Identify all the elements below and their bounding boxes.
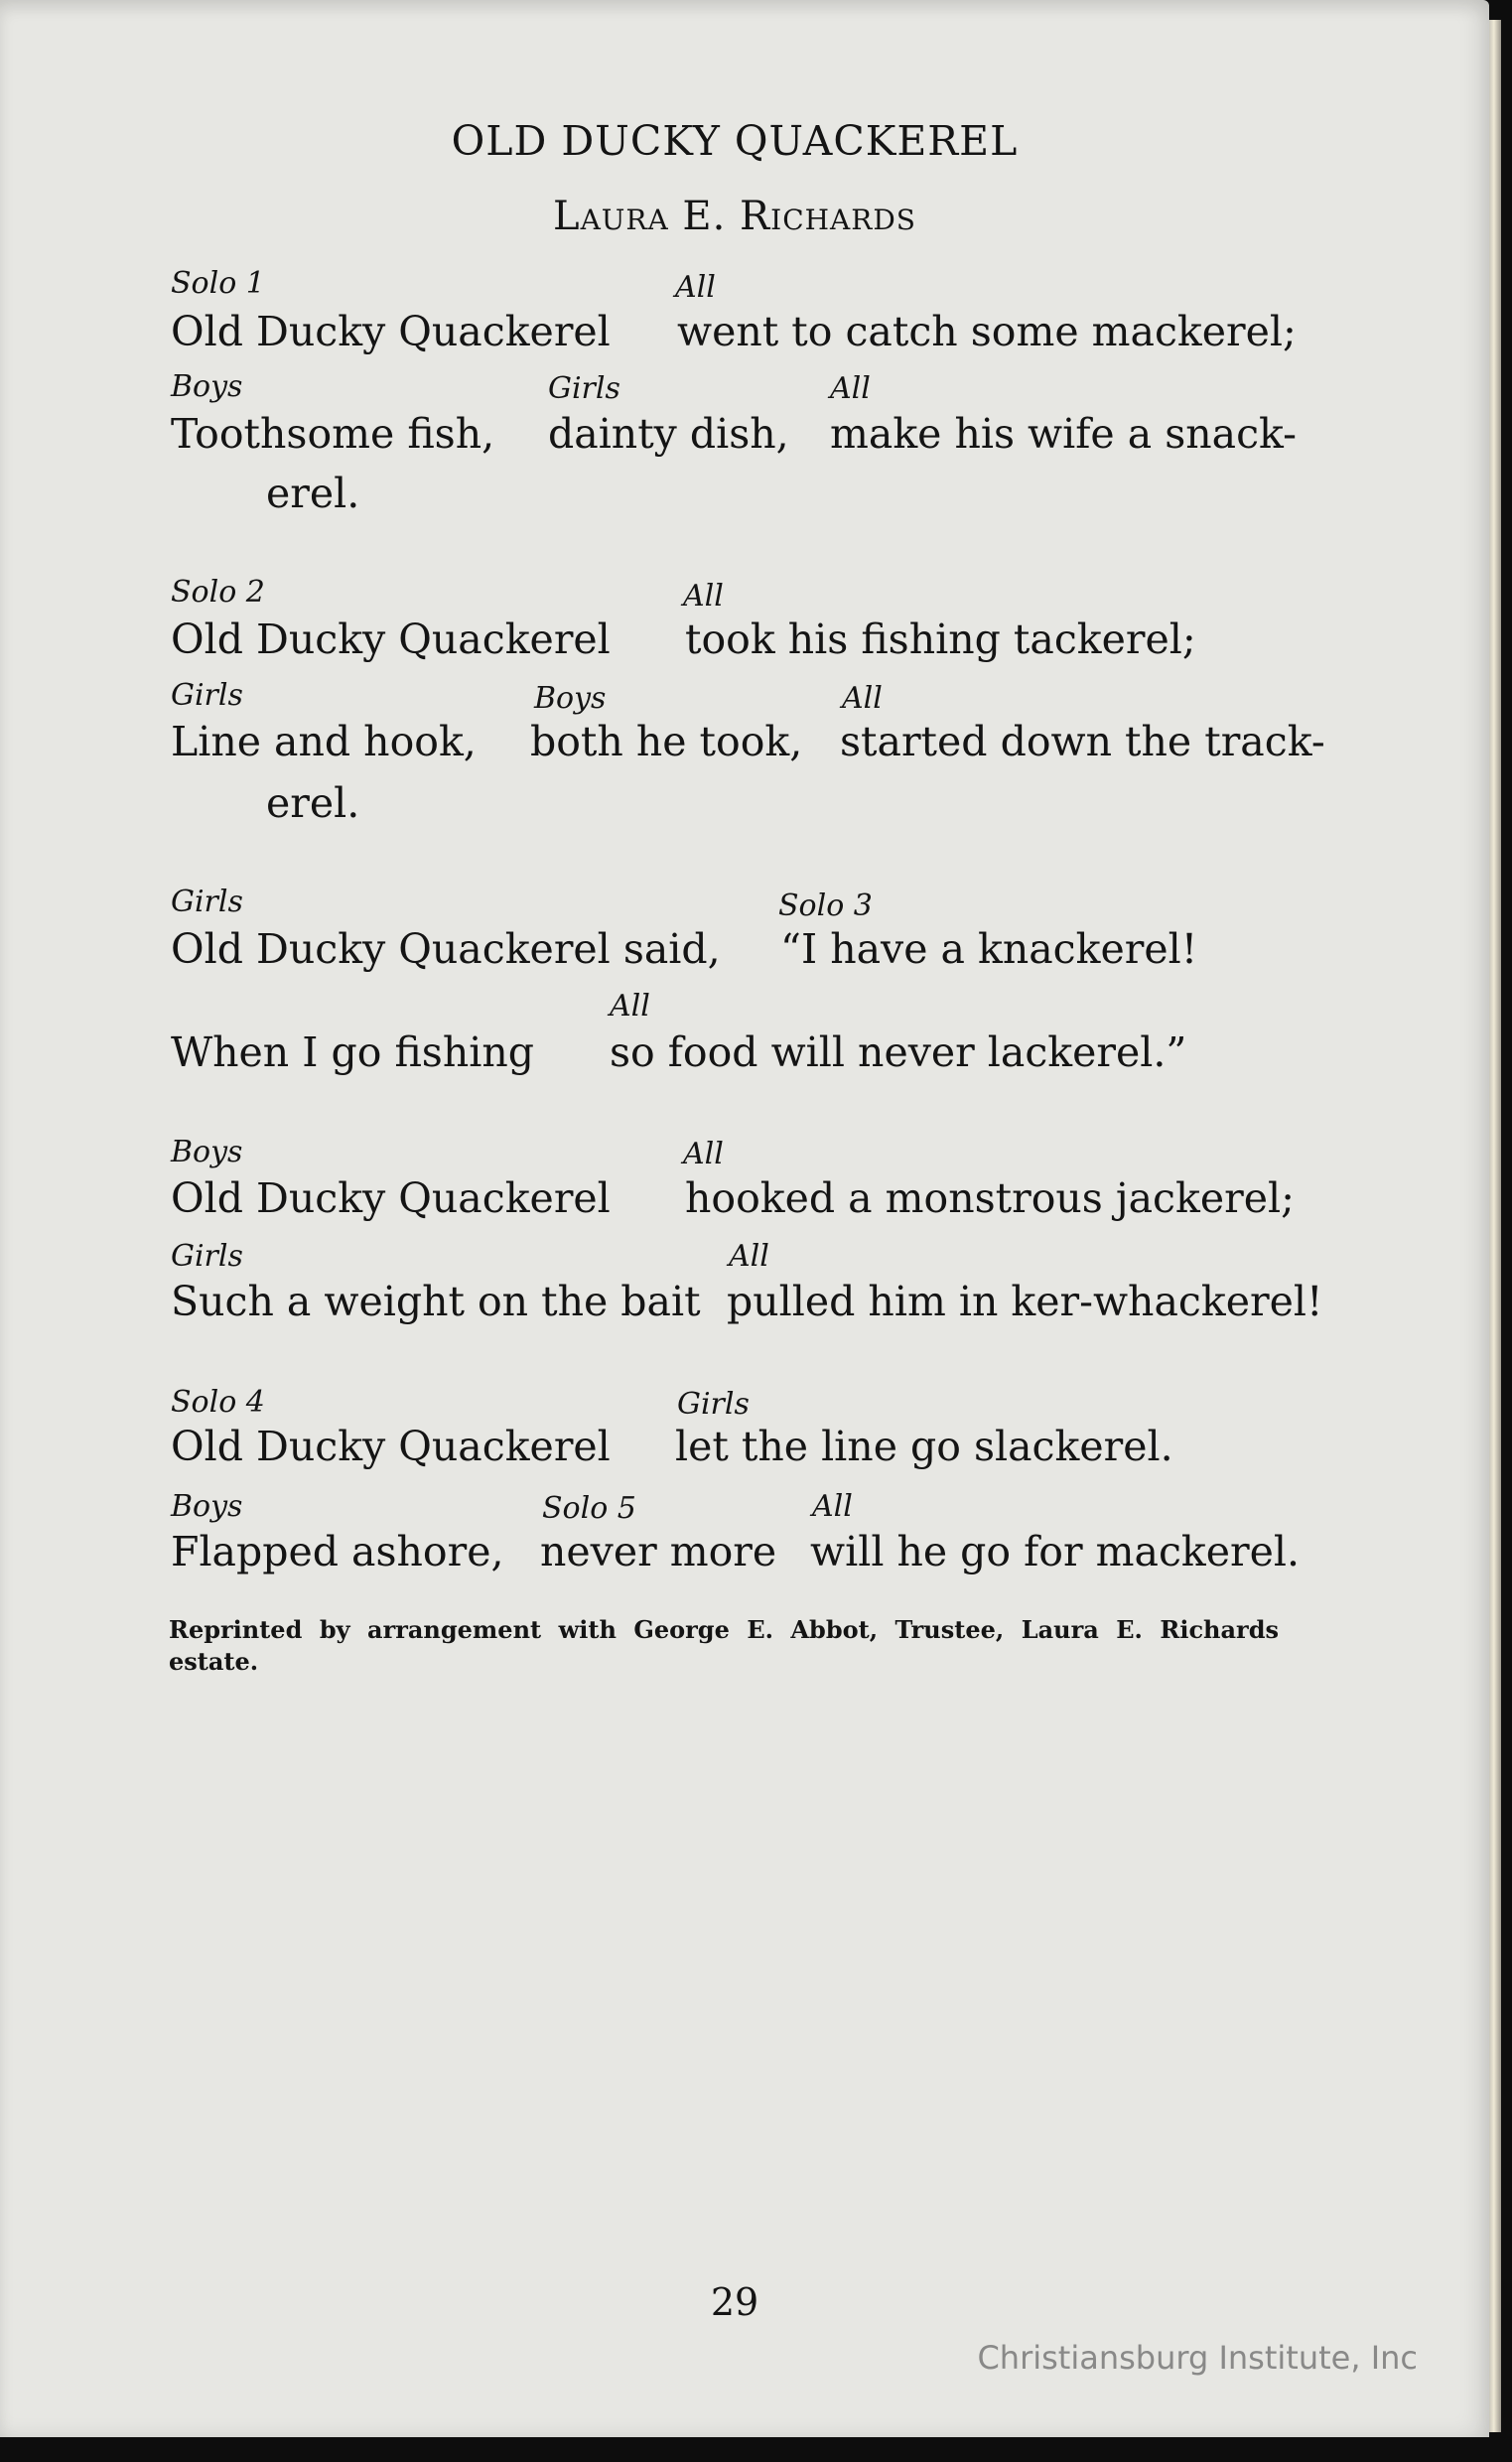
line-segment: started down the track- — [840, 718, 1325, 765]
line-segment: Flapped ashore, — [171, 1528, 504, 1575]
part-label: All — [683, 579, 724, 614]
poem-line — [171, 616, 1283, 663]
line-segment: Old Ducky Quackerel — [171, 1174, 611, 1222]
line-segment: both he took, — [530, 718, 803, 765]
part-label: Solo 2 — [171, 575, 265, 610]
line-segment: dainty dish, — [548, 410, 789, 458]
poem-line — [171, 1028, 1283, 1076]
part-label: Girls — [171, 885, 243, 919]
poem-author: Laura E. Richards — [553, 194, 916, 239]
line-segment: pulled him in ker-whackerel! — [727, 1278, 1323, 1325]
part-label: Solo 4 — [171, 1385, 265, 1420]
poem-line — [171, 1528, 1301, 1575]
line-continuation: erel. — [266, 779, 360, 827]
part-label: All — [683, 1137, 724, 1171]
line-segment: Old Ducky Quackerel — [171, 308, 611, 355]
line-segment: Such a weight on the bait — [171, 1278, 701, 1325]
line-continuation: erel. — [266, 470, 360, 517]
line-segment: make his wife a snack- — [830, 410, 1298, 458]
line-segment: Toothsome fish, — [171, 410, 495, 458]
line-segment: so food will never lackerel.” — [610, 1028, 1187, 1076]
part-label: Girls — [171, 678, 243, 713]
part-label: All — [842, 681, 883, 716]
line-segment: Old Ducky Quackerel — [171, 616, 611, 663]
poem-line — [171, 925, 1283, 973]
line-segment: Old Ducky Quackerel said, — [171, 925, 721, 973]
line-segment: hooked a monstrous jackerel; — [685, 1174, 1295, 1222]
line-segment: When I go fishing — [171, 1028, 534, 1076]
poem-line — [171, 1174, 1295, 1222]
part-label: Boys — [171, 1489, 243, 1524]
poem-line — [171, 718, 1325, 765]
page-number: 29 — [710, 2280, 759, 2324]
part-label: All — [675, 270, 716, 305]
poem-title: OLD DUCKY QUACKEREL — [451, 117, 1019, 165]
part-label: All — [830, 371, 871, 406]
line-segment: Old Ducky Quackerel — [171, 1423, 611, 1470]
part-label: All — [610, 989, 650, 1024]
line-segment: will he go for mackerel. — [810, 1528, 1301, 1575]
part-label: Girls — [171, 1239, 243, 1274]
part-label: Girls — [677, 1387, 750, 1422]
part-label: All — [812, 1489, 853, 1524]
watermark: Christiansburg Institute, Inc — [977, 2339, 1418, 2377]
line-segment: took his fishing tackerel; — [685, 616, 1196, 663]
poem-line — [171, 410, 1298, 458]
line-segment: let the line go slackerel. — [675, 1423, 1173, 1470]
line-segment: “I have a knackerel! — [780, 925, 1198, 973]
poem-line — [171, 1423, 1283, 1470]
poem-line — [171, 1278, 1323, 1325]
part-label: Solo 1 — [171, 266, 265, 301]
part-label: Solo 5 — [542, 1491, 636, 1526]
part-label: Solo 3 — [778, 889, 873, 923]
part-label: Boys — [534, 681, 607, 716]
part-label: Boys — [171, 1135, 243, 1169]
line-segment: never more — [540, 1528, 777, 1575]
line-segment: Line and hook, — [171, 718, 477, 765]
part-label: All — [729, 1239, 769, 1274]
part-label: Girls — [548, 371, 620, 406]
part-label: Boys — [171, 369, 243, 404]
page-edge — [1489, 20, 1501, 2432]
poem-line — [171, 308, 1297, 355]
line-segment: went to catch some mackerel; — [677, 308, 1297, 355]
reprint-credit: Reprinted by arrangement with George E. Abbot, Trustee, Laura E. Richards estate. — [169, 1615, 1279, 1676]
